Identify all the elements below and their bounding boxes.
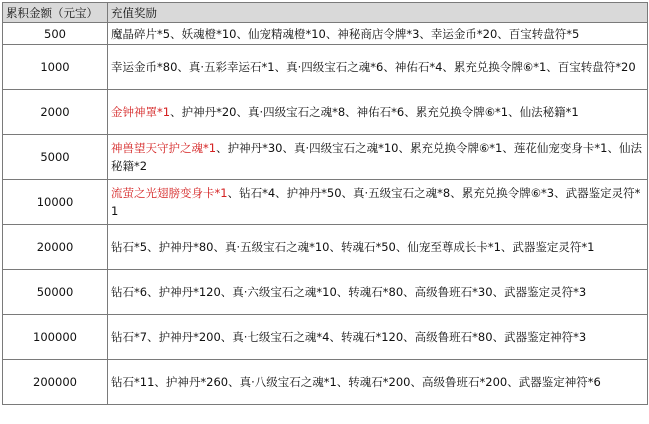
header-reward: 充值奖励 xyxy=(108,3,648,23)
row-reward xyxy=(108,360,648,405)
row-amount: 10000 xyxy=(3,180,108,225)
row-amount: 100000 xyxy=(3,315,108,360)
row-amount: 50000 xyxy=(3,270,108,315)
table-row xyxy=(3,270,648,315)
row-reward xyxy=(108,45,648,90)
row-reward xyxy=(108,225,648,270)
table-row xyxy=(3,23,648,45)
header-amount: 累积金额（元宝） xyxy=(3,3,108,23)
row-amount: 200000 xyxy=(3,360,108,405)
reward-highlight: 流萤之光翅膀变身卡*1 xyxy=(111,186,228,200)
row-reward xyxy=(108,23,648,45)
row-amount: 500 xyxy=(3,23,108,45)
table-row xyxy=(3,180,648,225)
table-header-row xyxy=(3,3,648,23)
reward-text: 幸运金币*80、真·五彩幸运石*1、真·四级宝石之魂*6、神佑石*4、累充兑换令牌⑥*1、百宝转盘符*20 xyxy=(111,60,636,74)
reward-highlight: 金钟神罩*1 xyxy=(111,105,171,119)
reward-text: 、钻石*4、护神丹*50、真·五级宝石之魂*8、累充兑换令牌⑥*3、武器鉴定灵符*1 xyxy=(111,186,641,218)
recharge-reward-table xyxy=(2,2,648,405)
table-row xyxy=(3,90,648,135)
table-row xyxy=(3,360,648,405)
row-amount: 2000 xyxy=(3,90,108,135)
reward-text: 钻石*7、护神丹*200、真·七级宝石之魂*4、转魂石*120、高级鲁班石*80、武器鉴定神符*3 xyxy=(111,330,587,344)
row-amount: 5000 xyxy=(3,135,108,180)
reward-highlight: 神兽望天守护之魂*1 xyxy=(111,141,217,155)
reward-text: 、护神丹*20、真·四级宝石之魂*8、神佑石*6、累充兑换令牌⑥*1、仙法秘籍*1 xyxy=(170,105,579,119)
row-reward xyxy=(108,90,648,135)
table-row xyxy=(3,45,648,90)
row-amount: 20000 xyxy=(3,225,108,270)
table-row xyxy=(3,135,648,180)
row-reward xyxy=(108,270,648,315)
reward-text: 钻石*6、护神丹*120、真·六级宝石之魂*10、转魂石*80、高级鲁班石*30、武器鉴定灵符*3 xyxy=(111,285,587,299)
row-reward xyxy=(108,180,648,225)
row-reward xyxy=(108,315,648,360)
reward-text: 钻石*5、护神丹*80、真·五级宝石之魂*10、转魂石*50、仙宠至尊成长卡*1、武器鉴定灵符*1 xyxy=(111,240,595,254)
reward-text: 魔晶碎片*5、妖魂橙*10、仙宠精魂橙*10、神秘商店令牌*3、幸运金币*20、百宝转盘符*5 xyxy=(111,26,580,41)
reward-text: 、护神丹*30、真·四级宝石之魂*10、累充兑换令牌⑥*1、莲花仙宠变身卡*1、仙法秘籍*2 xyxy=(111,141,642,173)
reward-text: 钻石*11、护神丹*260、真·八级宝石之魂*1、转魂石*200、高级鲁班石*200、武器鉴定神符*6 xyxy=(111,375,601,389)
table-row xyxy=(3,225,648,270)
table-row xyxy=(3,315,648,360)
row-reward xyxy=(108,135,648,180)
row-amount: 1000 xyxy=(3,45,108,90)
